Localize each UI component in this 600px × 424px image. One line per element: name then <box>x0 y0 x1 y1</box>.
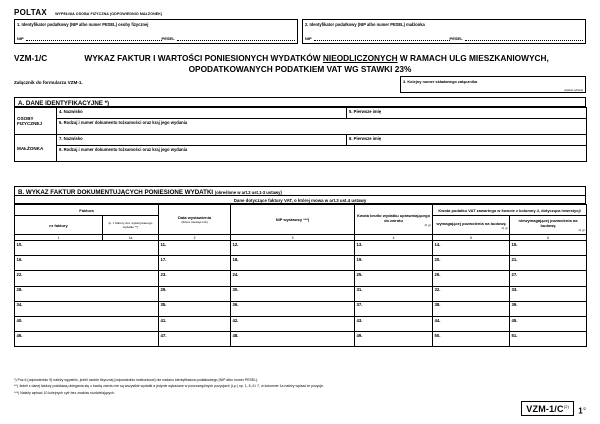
col-nip-header: NIP wystawcy ***) <box>231 205 355 235</box>
col-item-number-header: lp. z faktury dot. wykazywanego wydatku **) <box>103 216 159 235</box>
col-date-label: Data wystawienia <box>177 215 212 220</box>
col-number-1: 1 <box>15 235 103 241</box>
cell-vat-nopermit[interactable]: 27. <box>510 271 587 286</box>
table-row[interactable] <box>15 301 587 316</box>
col-group-faktura: Faktura <box>15 205 159 216</box>
col-gross-header <box>355 205 433 235</box>
cell-vat-nopermit[interactable]: 51. <box>510 332 587 347</box>
cell-vat-permit[interactable]: 14. <box>433 241 510 256</box>
col-number-2: 2 <box>159 235 231 241</box>
taxpayer-id-box-spouse <box>302 19 586 44</box>
form-code-badge <box>521 401 574 416</box>
col-invoice-number-header: nr faktury <box>15 216 103 235</box>
taxpayer-id-box-person <box>14 19 298 44</box>
page-number <box>578 406 586 416</box>
cell-vat-nopermit[interactable]: 39. <box>510 301 587 316</box>
cell-invoice-number[interactable]: 46. <box>15 332 159 347</box>
cell-vat-nopermit[interactable]: 33. <box>510 286 587 301</box>
cell-nip[interactable]: 48. <box>231 332 355 347</box>
cell-gross[interactable]: 49. <box>355 332 433 347</box>
form-title <box>14 53 586 75</box>
table-row[interactable] <box>15 286 587 301</box>
taxpayer-id-spouse-label: 2. Identyfikator podatkowy (NIP albo numer PESEL) małżonka <box>305 21 425 27</box>
table-row[interactable] <box>15 241 587 256</box>
col-date-header <box>159 205 231 235</box>
attachment-note: Załącznik do formularza VZM-1. <box>14 80 83 85</box>
cell-nip[interactable]: 12. <box>231 241 355 256</box>
cell-date[interactable]: 17. <box>159 256 231 271</box>
cell-gross[interactable]: 25. <box>355 271 433 286</box>
cell-vat-permit[interactable]: 26. <box>433 271 510 286</box>
invoices-table <box>14 204 587 347</box>
sequence-number-hint: (wpisać cyframi) <box>564 88 583 92</box>
cell-vat-permit[interactable]: 20. <box>433 256 510 271</box>
col-vat-nopermit-header <box>510 216 587 235</box>
section-a-table <box>14 107 587 162</box>
field-7-surname[interactable]: 7. Nazwisko <box>57 135 347 146</box>
cell-vat-nopermit[interactable]: 15. <box>510 241 587 256</box>
cell-nip[interactable]: 18. <box>231 256 355 271</box>
side-label-spouse: MAŁŻONKA <box>15 135 57 162</box>
table-row[interactable] <box>15 316 587 331</box>
section-b-heading-text: B. WYKAZ FAKTUR DOKUMENTUJĄCYCH PONIESIONE WYDATKI <box>18 188 214 196</box>
col-date-sub: (dzień-miesiąc-rok) <box>181 220 208 224</box>
cell-gross[interactable]: 19. <box>355 256 433 271</box>
cell-invoice-number[interactable]: 40. <box>15 316 159 331</box>
form-title-line1b: W RAMACH ULG MIESZKANIOWYCH, <box>399 53 549 63</box>
col-vat-nopermit-label: niewymagającej pozwolenia na budowę <box>518 218 578 228</box>
field-4-surname[interactable]: 4. Nazwisko <box>57 108 347 119</box>
cell-vat-permit[interactable]: 44. <box>433 316 510 331</box>
col-vat-permit-unit: zł, gr <box>501 225 509 230</box>
cell-gross[interactable]: 43. <box>355 316 433 331</box>
pesel-input-person[interactable] <box>177 35 295 41</box>
pesel-label-spouse: PESEL <box>449 35 463 41</box>
form-title-line2: OPODATKOWANYCH PODATKIEM VAT WG STAWKI 23% <box>188 64 412 74</box>
sequence-number-box[interactable] <box>400 76 586 93</box>
table-row[interactable] <box>15 332 587 347</box>
document-header <box>14 8 586 17</box>
table-row[interactable] <box>15 271 587 286</box>
field-6-id-document[interactable]: 6. Rodzaj i numer dokumentu tożsamości oraz kraj jego wydania <box>57 119 587 135</box>
cell-gross[interactable]: 31. <box>355 286 433 301</box>
nip-input-person[interactable] <box>26 35 162 41</box>
nip-label-spouse: NIP <box>305 35 312 41</box>
col-number-4: 4 <box>355 235 433 241</box>
page-number-text: 1 <box>578 407 583 416</box>
form-code-badge-text: VZM-1/C <box>526 403 564 414</box>
section-a-heading: A. DANE IDENTYFIKACYJNE *) <box>14 97 586 107</box>
nip-label-person: NIP <box>17 35 24 41</box>
form-code-badge-sup: (2) <box>563 403 570 409</box>
cell-nip[interactable]: 24. <box>231 271 355 286</box>
form-title-line1a: WYKAZ FAKTUR I WARTOŚCI PONIESIONYCH WYDATKÓW <box>84 53 321 63</box>
field-9-id-document[interactable]: 9. Rodzaj i numer dokumentu tożsamości oraz kraj jego wydania <box>57 146 587 162</box>
col-vat-permit-header <box>433 216 510 235</box>
cell-vat-permit[interactable]: 50. <box>433 332 510 347</box>
cell-vat-permit[interactable]: 32. <box>433 286 510 301</box>
field-8-firstname[interactable]: 8. Pierwsze imię <box>347 135 587 146</box>
col-number-5: 5 <box>433 235 510 241</box>
cell-gross[interactable]: 37. <box>355 301 433 316</box>
col-number-1a: 1a <box>103 235 159 241</box>
cell-date[interactable]: 23. <box>159 271 231 286</box>
cell-vat-nopermit[interactable]: 21. <box>510 256 587 271</box>
field-5-firstname[interactable]: 5. Pierwsze imię <box>347 108 587 119</box>
cell-vat-permit[interactable]: 38. <box>433 301 510 316</box>
cell-invoice-number[interactable]: 10. <box>15 241 159 256</box>
cell-date[interactable]: 11. <box>159 241 231 256</box>
table-row[interactable] <box>15 256 587 271</box>
col-gross-unit: zł, gr <box>424 222 432 227</box>
footnote-3: ***) Należy wpisać 10 kolejnych cyfr bez znaków rozdzielających. <box>14 390 115 395</box>
footnote-2: **) Jeżeli z danej faktury podstawą ubiegania się o kwotę zwrotu nie są wszystkie wydatki a jedynie wykazane w poszczególnych pozycjach (Lp.) np. 1, 5, 6 i 7, w kolumnie 1a należy wpisać te pozycje. <box>14 384 324 389</box>
footnotes <box>14 378 494 397</box>
col-number-3: 3 <box>231 235 355 241</box>
sequence-number-label: 3. Kolejny numer składanego załącznika <box>403 78 478 84</box>
col-group-vat: Kwota podatku VAT zawartego w kwocie z kolumny 4, dotycząca inwestycji <box>433 205 587 216</box>
pesel-label-person: PESEL <box>161 35 175 41</box>
nip-input-spouse[interactable] <box>314 35 450 41</box>
taxpayer-id-boxes <box>14 19 586 44</box>
col-number-6: 6 <box>510 235 587 241</box>
taxpayer-id-person-label: 1. Identyfikator podatkowy (NIP albo numer PESEL) osoby fizycznej <box>17 21 149 27</box>
cell-vat-nopermit[interactable]: 45. <box>510 316 587 331</box>
cell-nip[interactable]: 30. <box>231 286 355 301</box>
footer-badge <box>521 401 586 416</box>
col-vat-permit-label: wymagającej pozwolenia na budowę <box>436 220 506 226</box>
pesel-input-spouse[interactable] <box>465 35 583 41</box>
cell-date[interactable]: 29. <box>159 286 231 301</box>
header-subtitle: WYPEŁNIA OSOBA FIZYCZNA (ODPOWIEDNIO MAŁŻONEK) <box>55 12 163 16</box>
cell-gross[interactable]: 13. <box>355 241 433 256</box>
section-b-heading-sub: (określone w art.3 ust.1-3 ustawy) <box>214 189 282 195</box>
cell-date[interactable]: 35. <box>159 301 231 316</box>
form-title-line1-underlined: NIEODLICZONYCH <box>322 53 398 63</box>
poltax-logo: POLTAX <box>14 8 48 17</box>
form-code-title: VZM-1/C <box>14 53 48 63</box>
cell-invoice-number[interactable]: 34. <box>15 301 159 316</box>
cell-date[interactable]: 41. <box>159 316 231 331</box>
section-b-heading <box>14 186 586 196</box>
cell-invoice-number[interactable]: 22. <box>15 271 159 286</box>
cell-nip[interactable]: 36. <box>231 301 355 316</box>
cell-invoice-number[interactable]: 28. <box>15 286 159 301</box>
section-b-subheading: Dane dotyczące faktury VAT, o której mowa w art.3 ust.4 ustawy <box>14 196 586 204</box>
page-number-sup: /2 <box>582 406 586 412</box>
cell-date[interactable]: 47. <box>159 332 231 347</box>
cell-invoice-number[interactable]: 16. <box>15 256 159 271</box>
side-label-person: OSOBY FIZYCZNEJ <box>15 108 57 135</box>
col-gross-label: Kwota brutto wydatku uprawniającego do zwrotu <box>356 212 431 223</box>
cell-nip[interactable]: 42. <box>231 316 355 331</box>
footnote-1: *) Poz.6 (odpowiednio 9) należy wypełnić, jeżeli osobie fizycznej (odpowiednio małżonkowi) nie nadano identyfikatora podatkowego (NIP albo numer PESEL). <box>14 378 259 382</box>
col-vat-nopermit-unit: zł, gr <box>578 228 586 232</box>
